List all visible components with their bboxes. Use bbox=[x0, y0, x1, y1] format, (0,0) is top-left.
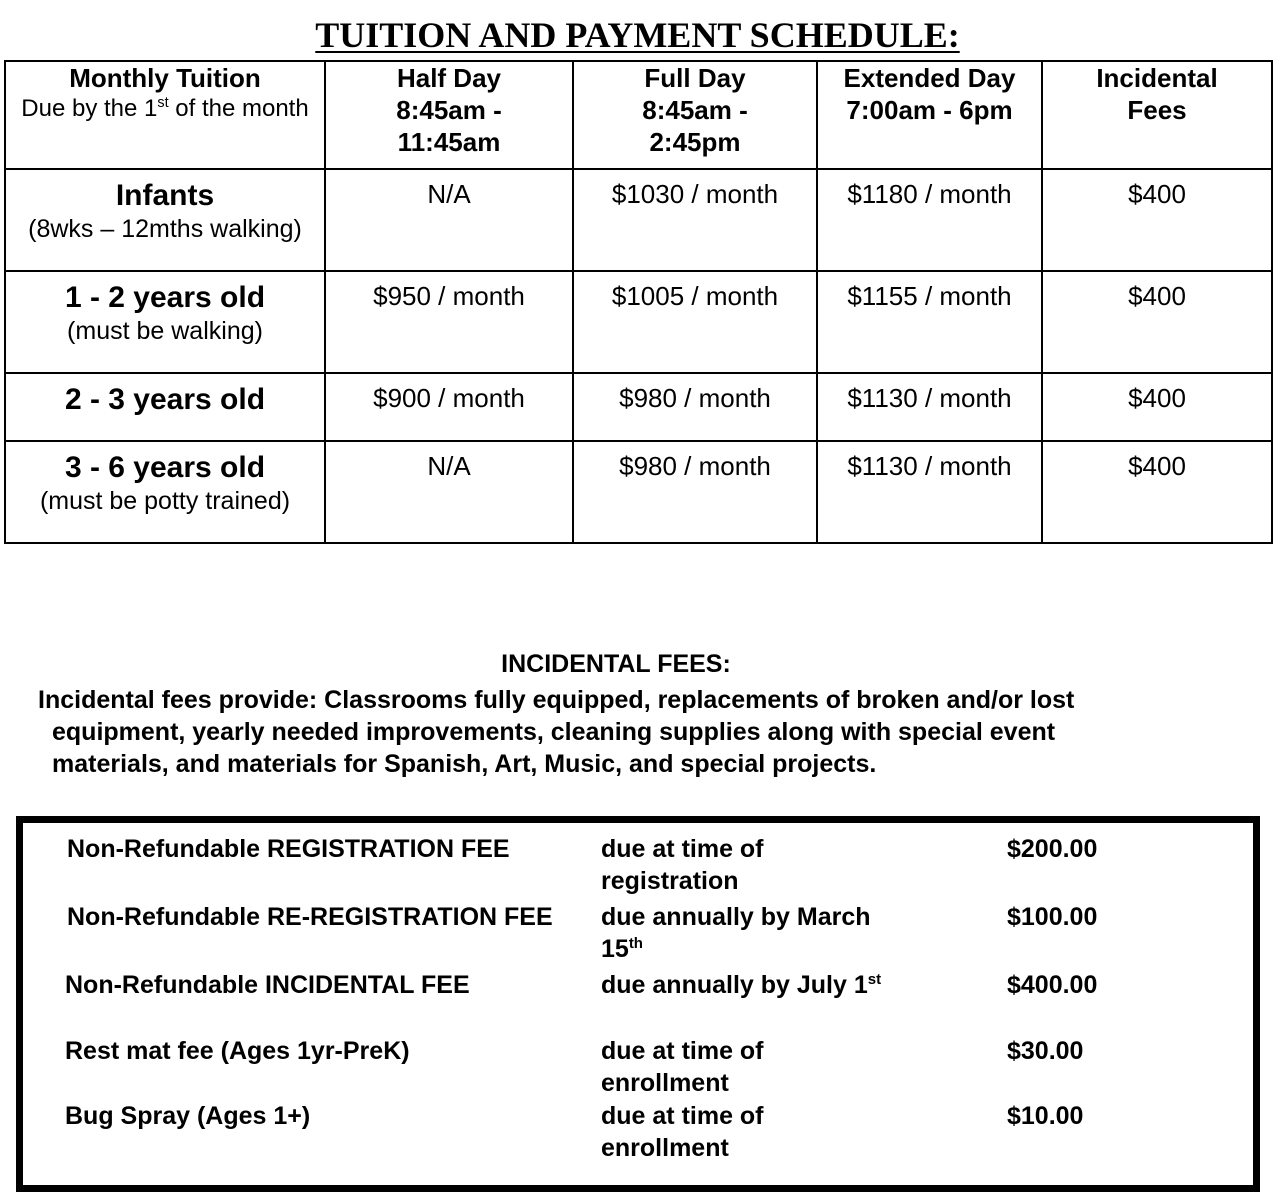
incidental-fees-heading: INCIDENTAL FEES: bbox=[501, 650, 731, 678]
fee-due: due at time of enrollment bbox=[601, 1037, 764, 1097]
fee-due: due at time of registration bbox=[601, 835, 764, 895]
header-extended-day: Extended Day 7:00am - 6pm bbox=[817, 61, 1042, 169]
age-group-cell: 2 - 3 years old bbox=[5, 373, 325, 441]
age-group-cell: 3 - 6 years old (must be potty trained) bbox=[5, 441, 325, 543]
fee-amount: $200.00 bbox=[1007, 835, 1098, 863]
incidental-fees-description: Incidental fees provide: Classrooms fully equipped, replacements of broken and/or lost equipment, yearly needed improvements, cleaning supplies along with special event materials, and materials for Spanish, Art, Music, and special projects. bbox=[38, 686, 1075, 778]
extended-day-price: $1130 / month bbox=[817, 373, 1042, 441]
fee-due: due at time of enrollment bbox=[601, 1102, 764, 1162]
page-title: TUITION AND PAYMENT SCHEDULE: bbox=[315, 15, 960, 55]
half-day-price: N/A bbox=[325, 441, 573, 543]
age-group-cell: Infants (8wks – 12mths walking) bbox=[5, 169, 325, 271]
fee-amount: $10.00 bbox=[1007, 1102, 1084, 1130]
half-day-price: $950 / month bbox=[325, 271, 573, 373]
half-day-price: N/A bbox=[325, 169, 573, 271]
extended-day-price: $1130 / month bbox=[817, 441, 1042, 543]
fee-amount: $30.00 bbox=[1007, 1037, 1084, 1065]
tuition-header-row bbox=[5, 61, 1272, 169]
full-day-price: $980 / month bbox=[573, 441, 817, 543]
fee-name: Bug Spray (Ages 1+) bbox=[65, 1102, 311, 1130]
full-day-price: $1005 / month bbox=[573, 271, 817, 373]
fee-name: Non-Refundable INCIDENTAL FEE bbox=[65, 971, 470, 999]
extended-day-price: $1180 / month bbox=[817, 169, 1042, 271]
fee-due: due annually by July 1st bbox=[601, 971, 882, 999]
half-day-price: $900 / month bbox=[325, 373, 573, 441]
fee-name: Non-Refundable RE-REGISTRATION FEE bbox=[67, 903, 553, 931]
header-monthly-tuition: Monthly Tuition Due by the 1st of the month bbox=[5, 61, 325, 169]
incidental-fee-price: $400 bbox=[1042, 373, 1272, 441]
table-row bbox=[5, 373, 1272, 441]
incidental-fee-price: $400 bbox=[1042, 441, 1272, 543]
fee-amount: $400.00 bbox=[1007, 971, 1098, 999]
fee-name: Rest mat fee (Ages 1yr-PreK) bbox=[65, 1037, 410, 1065]
full-day-price: $980 / month bbox=[573, 373, 817, 441]
table-row bbox=[5, 441, 1272, 543]
fee-name: Non-Refundable REGISTRATION FEE bbox=[67, 835, 510, 863]
fee-amount: $100.00 bbox=[1007, 903, 1098, 931]
age-group-cell: 1 - 2 years old (must be walking) bbox=[5, 271, 325, 373]
header-incidental-fees: Incidental Fees bbox=[1042, 61, 1272, 169]
tuition-table bbox=[4, 60, 1273, 544]
due-date-note: Due by the 1st of the month bbox=[21, 95, 309, 122]
table-row bbox=[5, 169, 1272, 271]
full-day-price: $1030 / month bbox=[573, 169, 817, 271]
fee-due: due annually by March 15th bbox=[601, 903, 871, 963]
header-full-day: Full Day 8:45am - 2:45pm bbox=[573, 61, 817, 169]
incidental-fee-price: $400 bbox=[1042, 169, 1272, 271]
incidental-fee-price: $400 bbox=[1042, 271, 1272, 373]
fee-schedule-box bbox=[16, 816, 1260, 1192]
extended-day-price: $1155 / month bbox=[817, 271, 1042, 373]
header-half-day: Half Day 8:45am - 11:45am bbox=[325, 61, 573, 169]
table-row bbox=[5, 271, 1272, 373]
